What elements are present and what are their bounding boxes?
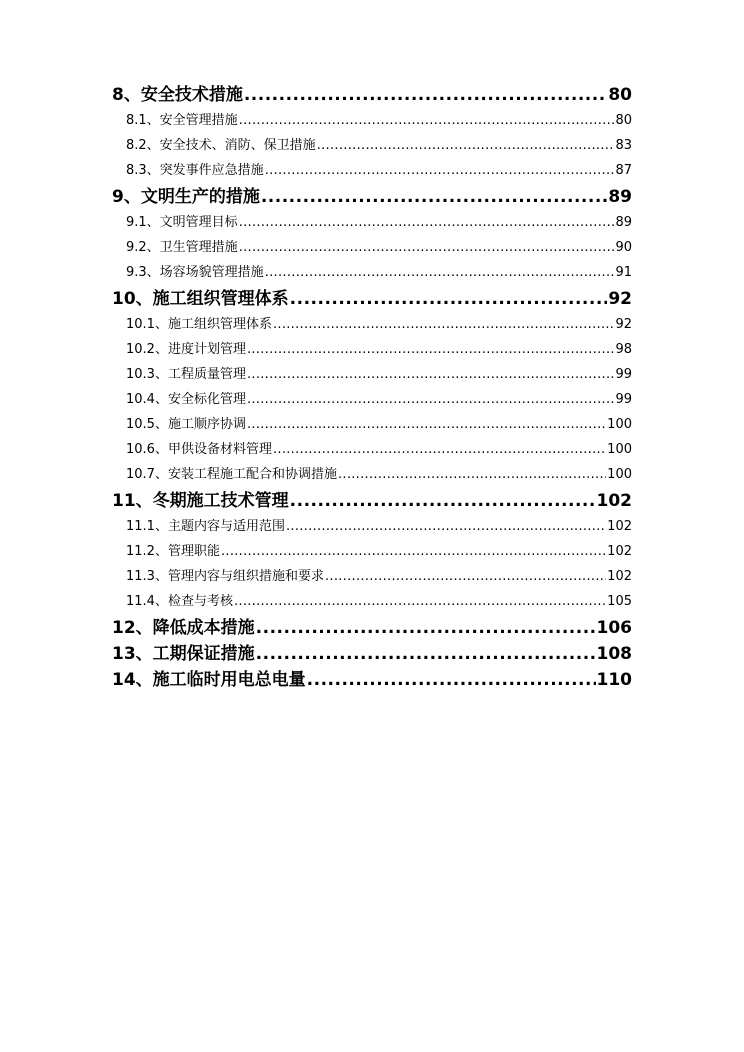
- toc-entry-title: 8.1、安全管理措施: [126, 113, 238, 128]
- toc-entry-title: 8.2、安全技术、消防、保卫措施: [126, 138, 316, 153]
- toc-entry-title: 9.3、场容场貌管理措施: [126, 265, 264, 280]
- toc-entry-page: 89: [615, 215, 632, 230]
- toc-entry-page: 91: [615, 265, 632, 280]
- toc-entry-level1[interactable]: [112, 488, 632, 514]
- dot-leader: [239, 210, 615, 235]
- toc-entry-title: 11.4、检查与考核: [126, 594, 233, 609]
- toc-entry-title: 10.7、安装工程施工配合和协调措施: [126, 467, 337, 482]
- toc-entry-level2[interactable]: [112, 210, 632, 235]
- toc-entry-level2[interactable]: [112, 108, 632, 133]
- toc-entry-level2[interactable]: [112, 539, 632, 564]
- toc-entry-title: 12、降低成本措施: [112, 618, 255, 638]
- toc-entry-page: 105: [607, 594, 632, 609]
- toc-entry-level1[interactable]: [112, 286, 632, 312]
- toc-entry-level1[interactable]: [112, 667, 632, 693]
- dot-leader: [290, 488, 596, 514]
- toc-entry-title: 11、冬期施工技术管理: [112, 491, 289, 511]
- toc-entry-title: 10.3、工程质量管理: [126, 367, 246, 382]
- toc-entry-page: 99: [615, 367, 632, 382]
- toc-entry-title: 13、工期保证措施: [112, 644, 255, 664]
- toc-entry-level2[interactable]: [112, 312, 632, 337]
- dot-leader: [256, 641, 596, 667]
- toc-entry-level2[interactable]: [112, 514, 632, 539]
- toc-entry-page: 106: [596, 618, 632, 638]
- toc-entry-title: 11.2、管理职能: [126, 544, 220, 559]
- toc-entry-level2[interactable]: [112, 589, 632, 614]
- toc-entry-level2[interactable]: [112, 387, 632, 412]
- toc-entry-level1[interactable]: [112, 82, 632, 108]
- toc-entry-title: 11.3、管理内容与组织措施和要求: [126, 569, 324, 584]
- toc-entry-title: 10.6、甲供设备材料管理: [126, 442, 272, 457]
- toc-entry-title: 11.1、主题内容与适用范围: [126, 519, 285, 534]
- toc-entry-level1[interactable]: [112, 641, 632, 667]
- toc-entry-page: 100: [607, 417, 632, 432]
- toc-entry-level1[interactable]: [112, 184, 632, 210]
- toc-entry-title: 10.2、进度计划管理: [126, 342, 246, 357]
- dot-leader: [290, 286, 608, 312]
- toc-entry-page: 99: [615, 392, 632, 407]
- toc-entry-page: 102: [607, 544, 632, 559]
- dot-leader: [261, 184, 607, 210]
- toc-entry-page: 92: [615, 317, 632, 332]
- toc-entry-page: 83: [615, 138, 632, 153]
- toc-entry-title: 9、文明生产的措施: [112, 187, 260, 207]
- toc-entry-level2[interactable]: [112, 133, 632, 158]
- toc-entry-level2[interactable]: [112, 260, 632, 285]
- toc-entry-title: 10.4、安全标化管理: [126, 392, 246, 407]
- dot-leader: [234, 589, 606, 614]
- toc-entry-level2[interactable]: [112, 412, 632, 437]
- dot-leader: [265, 158, 615, 183]
- toc-entry-page: 100: [607, 442, 632, 457]
- toc-entry-title: 10、施工组织管理体系: [112, 289, 289, 309]
- toc-entry-page: 92: [608, 289, 632, 309]
- toc-entry-title: 10.1、施工组织管理体系: [126, 317, 272, 332]
- toc-entry-title: 8、安全技术措施: [112, 85, 243, 105]
- toc-entry-page: 100: [607, 467, 632, 482]
- dot-leader: [273, 437, 606, 462]
- toc-entry-page: 110: [596, 670, 632, 690]
- toc-entry-page: 102: [607, 519, 632, 534]
- dot-leader: [265, 260, 615, 285]
- dot-leader: [247, 387, 615, 412]
- dot-leader: [325, 564, 606, 589]
- toc-entry-title: 9.2、卫生管理措施: [126, 240, 238, 255]
- toc-entry-page: 102: [607, 569, 632, 584]
- dot-leader: [338, 462, 606, 487]
- dot-leader: [247, 362, 615, 387]
- toc-entry-page: 108: [596, 644, 632, 664]
- toc-entry-page: 87: [615, 163, 632, 178]
- toc-entry-level2[interactable]: [112, 462, 632, 487]
- toc-entry-level2[interactable]: [112, 158, 632, 183]
- dot-leader: [317, 133, 615, 158]
- dot-leader: [307, 667, 596, 693]
- toc-entry-page: 80: [608, 85, 632, 105]
- dot-leader: [239, 108, 615, 133]
- dot-leader: [273, 312, 615, 337]
- dot-leader: [247, 412, 606, 437]
- toc-entry-title: 8.3、突发事件应急措施: [126, 163, 264, 178]
- toc-entry-level2[interactable]: [112, 437, 632, 462]
- toc-entry-level2[interactable]: [112, 564, 632, 589]
- toc-entry-level1[interactable]: [112, 615, 632, 641]
- toc-entry-title: 10.5、施工顺序协调: [126, 417, 246, 432]
- toc-entry-title: 9.1、文明管理目标: [126, 215, 238, 230]
- dot-leader: [286, 514, 606, 539]
- toc-entry-level2[interactable]: [112, 362, 632, 387]
- toc-entry-level2[interactable]: [112, 235, 632, 260]
- toc-entry-page: 80: [615, 113, 632, 128]
- table-of-contents: [112, 82, 632, 693]
- dot-leader: [244, 82, 607, 108]
- dot-leader: [239, 235, 615, 260]
- dot-leader: [247, 337, 615, 362]
- toc-entry-page: 102: [596, 491, 632, 511]
- dot-leader: [256, 615, 596, 641]
- dot-leader: [221, 539, 606, 564]
- toc-entry-page: 89: [608, 187, 632, 207]
- toc-entry-title: 14、施工临时用电总电量: [112, 670, 306, 690]
- toc-entry-page: 90: [615, 240, 632, 255]
- toc-entry-level2[interactable]: [112, 337, 632, 362]
- toc-entry-page: 98: [615, 342, 632, 357]
